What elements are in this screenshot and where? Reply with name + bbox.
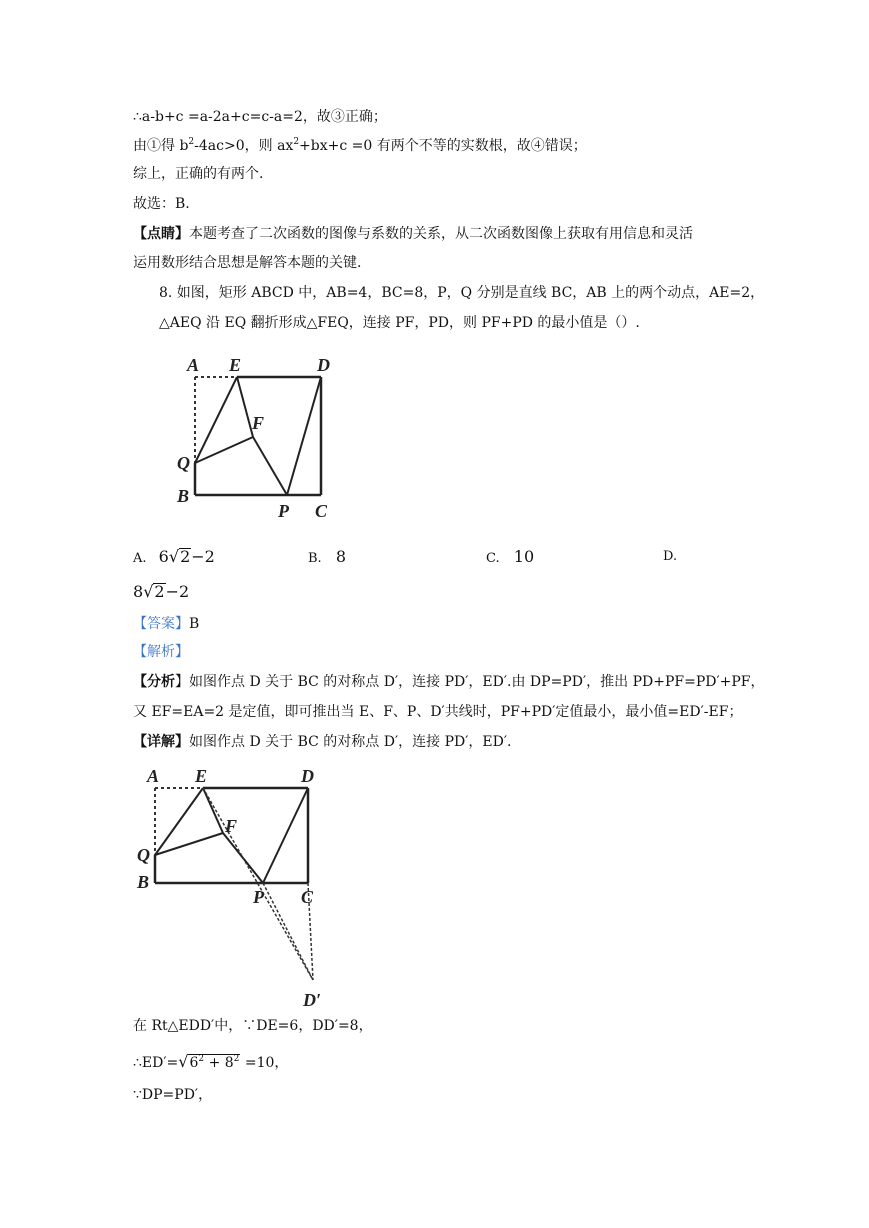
solution-line-3: ∵DP=PD′， (133, 1087, 213, 1103)
step-line-3: 综上，正确的有两个. (133, 166, 264, 182)
fig1-label-d: D (317, 355, 330, 375)
option-d-value: 8√2−2 (133, 582, 190, 601)
analysis-tag: 【解析】 (133, 644, 189, 660)
fig2-label-b: B (137, 872, 150, 892)
question-8-line-2: △AEQ 沿 EQ 翻折形成△FEQ，连接 PF，PD，则 PF+PD 的最小值是（）. (159, 315, 640, 331)
fig2-label-d-prime: D′ (303, 990, 322, 1010)
xiangjie-line: 【详解】如图作点 D 关于 BC 的对称点 D′，连接 PD′，ED′. (133, 734, 512, 750)
fig2-segment-ef (203, 788, 223, 833)
solution-line-1: 在 Rt△EDD′中，∵DE=6，DD′=8， (133, 1018, 373, 1034)
step-line-1: ∴a-b+c =a-2a+c=c-a=2，故③正确； (133, 109, 387, 125)
fig2-label-d: D (301, 766, 314, 786)
option-a: A. 6√2−2 (133, 547, 215, 566)
fig1-label-f: F (252, 413, 265, 433)
solution-line-2: $\therefore ED'=√6^2 + 8^2 =10$， (133, 1052, 289, 1071)
option-b: B. 8 (308, 547, 347, 566)
fig1-segment-qf (195, 437, 253, 463)
fig2-label-q: Q (137, 845, 150, 865)
fig1-label-a: A (187, 355, 200, 375)
fig1-label-p: P (278, 501, 289, 521)
fig2-label-p: P (253, 887, 264, 907)
fig2-label-e: E (195, 766, 208, 786)
choice-line: 故选：B. (133, 196, 190, 212)
fig1-segment-eq (195, 377, 237, 463)
fig2-segment-eq (155, 788, 203, 855)
figure-2 (135, 760, 335, 1015)
fig1-label-e: E (229, 355, 242, 375)
fig1-label-b: B (177, 486, 190, 506)
step-line-2: 由①得 $b^2-4ac>0$，则 $ax^2+bx+c =0$ 有两个不等的实数根，故④错误； (133, 137, 587, 154)
fig1-label-q: Q (177, 453, 190, 473)
fenxi-line-1: 【分析】如图作点 D 关于 BC 的对称点 D′，连接 PD′，ED′.由 DP=PD′，推出 PD+PF=PD′+PF， (133, 674, 765, 690)
question-8-line-1: 8. 如图，矩形 ABCD 中，AB=4，BC=8，P，Q 分别是直线 BC，AB 上的两个动点，AE=2， (159, 285, 765, 301)
dianjing-line: 【点睛】本题考查了二次函数的图像与系数的关系，从二次函数图像上获取有用信息和灵活 (133, 226, 693, 242)
fig2-label-f: F (225, 816, 238, 836)
fig1-segment-fp (253, 437, 287, 495)
option-c: C. 10 (486, 547, 535, 566)
figure-1 (175, 345, 350, 530)
fig1-segment-pd (287, 377, 321, 495)
fig2-label-c: C (301, 887, 314, 907)
fig1-label-c: C (315, 501, 328, 521)
fig1-segment-ef (237, 377, 253, 437)
answer-line: 【答案】B (133, 616, 200, 632)
fenxi-line-2: 又 EF=EA=2 是定值，即可推出当 E、F、P、D′共线时，PF+PD′定值最小，最小值=ED′-EF； (133, 704, 743, 720)
dianjing-line-2: 运用数形结合思想是解答本题的关键. (133, 255, 362, 271)
option-d: D. (663, 549, 678, 564)
fig2-label-a: A (147, 766, 160, 786)
fig2-segment-qf (155, 833, 223, 855)
fig2-segment-pd (263, 788, 308, 883)
